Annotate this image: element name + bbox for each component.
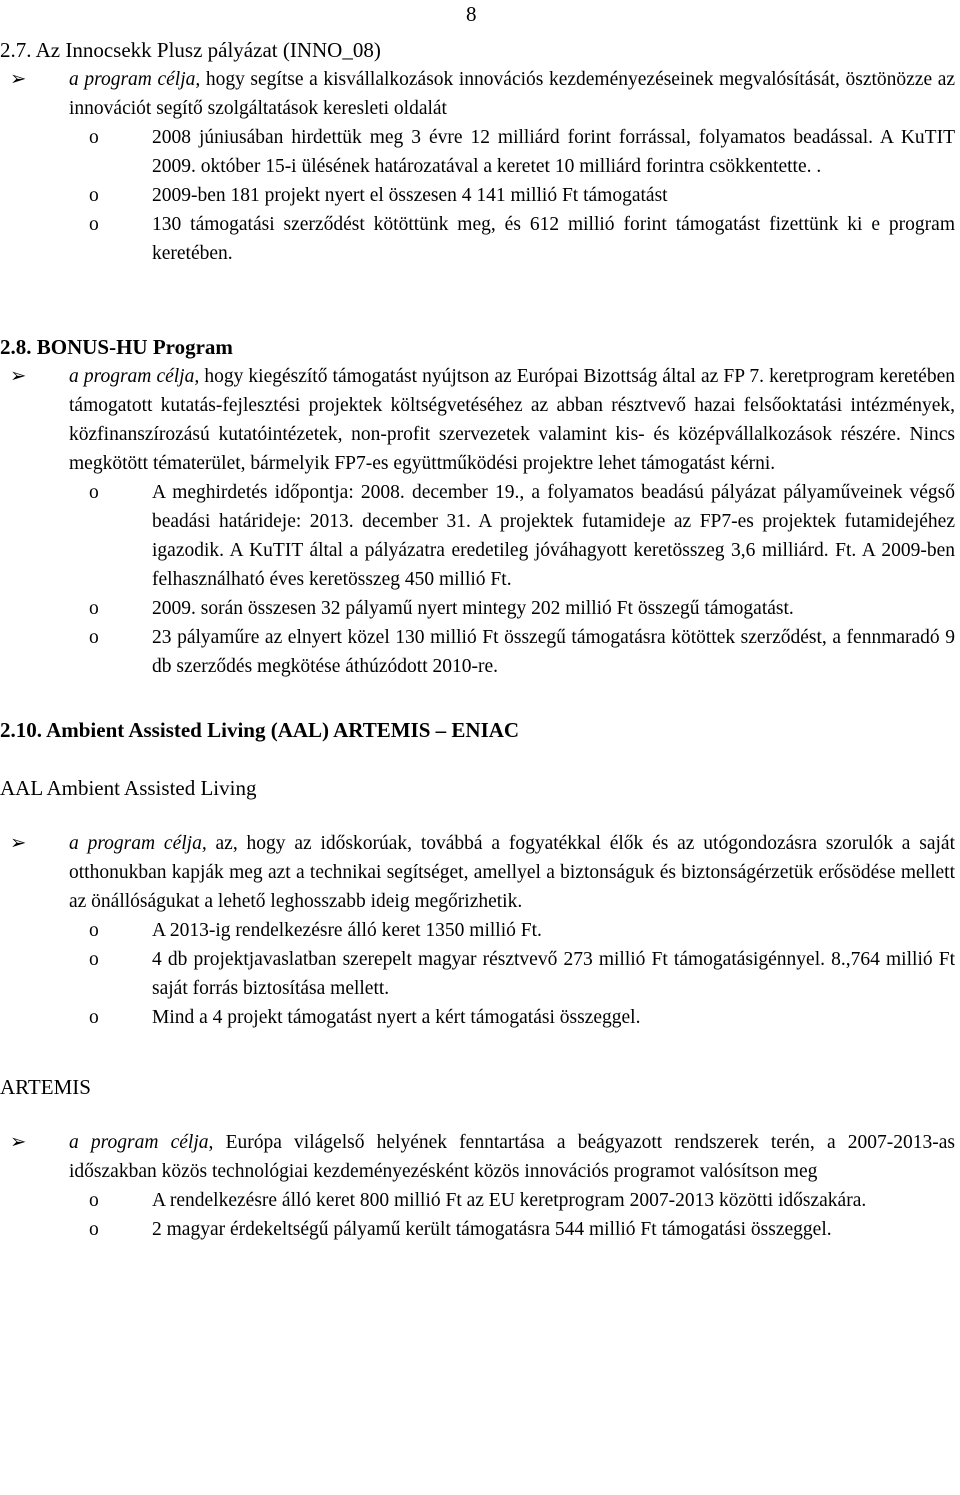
sub-text: 2008 júniusában hirdettük meg 3 évre 12 milliárd forint forrással, folyamatos beadással. A KuTIT 2009. október 15-i ülésének határozatával a keretet 10 milliárd forintra csökkentette. . <box>152 127 955 177</box>
bullet-text: az, hogy az időskorúak, továbbá a fogyatékkal élők és az utógondozásra szorulók a saját otthonukban kapják meg azt a technikai segítséget, amellyel a biztonságuk és biztonságérzetük erősödése mellett az önállóságukat a lehető leghosszabb ideig megőrizhetik. <box>69 833 955 912</box>
bullet-item <box>0 829 955 916</box>
sub-text: 2009. során összesen 32 pályamű nyert mintegy 202 millió Ft összegű támogatást. <box>152 598 794 619</box>
sub-item <box>0 945 955 1003</box>
sub-bullet-icon: o <box>89 1219 99 1240</box>
sub-bullet-icon: o <box>89 214 99 235</box>
sub-item <box>0 594 955 623</box>
sub-item <box>0 478 955 594</box>
arrow-bullet-icon: ➢ <box>10 69 27 90</box>
sub-item <box>0 1186 955 1215</box>
arrow-bullet-icon: ➢ <box>10 833 27 854</box>
sub-text: 4 db projektjavaslatban szerepelt magyar résztvevő 273 millió Ft támogatásigénnyel. 8.,764 millió Ft saját forrás biztosítása mellett. <box>152 949 955 999</box>
sub-text: 2009-ben 181 projekt nyert el összesen 4 141 millió Ft támogatást <box>152 185 668 206</box>
sub-bullet-icon: o <box>89 949 99 970</box>
aal-label: AAL Ambient Assisted Living <box>0 776 257 800</box>
bullet-item <box>0 362 955 478</box>
sub-item <box>0 210 955 268</box>
sub-bullet-icon: o <box>89 627 99 648</box>
bullet-text: , Európa világelső helyének fenntartása a beágyazott rendszerek terén, a 2007-2013-as időszakban közös technológiai kezdeményezésként közös innovációs programot valósítson meg <box>69 1132 956 1182</box>
sub-text: A meghirdetés időpontja: 2008. december 19., a folyamatos beadású pályázat pályaműveinek végső beadási határideje: 2013. december 31. A projektek futamideje az FP7-es projektek futamidejéhez igazodik. A KuTIT által a pályázatra eredetileg jóváhagyott keretösszeg 3,6 milliárd. Ft. A 2009-ben felhasználható éves keretösszeg 450 millió Ft. <box>152 482 955 590</box>
page-body <box>0 35 955 1244</box>
sub-item <box>0 181 955 210</box>
artemis-label: ARTEMIS <box>0 1075 91 1099</box>
bullet-lead: a program célja <box>69 1132 209 1153</box>
page-number: 8 <box>466 2 477 26</box>
sub-text: A rendelkezésre álló keret 800 millió Ft az EU keretprogram 2007-2013 közötti időszakára. <box>152 1190 867 1211</box>
sub-text: 23 pályaműre az elnyert közel 130 millió Ft összegű támogatásra kötöttek szerződést, a fennmaradó 9 db szerződés megkötése áthúzódott 2010-re. <box>152 627 955 677</box>
bullet-item <box>0 1128 955 1186</box>
bullet-lead: a program célja, <box>69 69 201 90</box>
sub-bullet-icon: o <box>89 185 99 206</box>
sub-bullet-icon: o <box>89 920 99 941</box>
sub-item <box>0 1215 955 1244</box>
sub-bullet-icon: o <box>89 598 99 619</box>
arrow-bullet-icon: ➢ <box>10 366 27 387</box>
sub-bullet-icon: o <box>89 1007 99 1028</box>
section-2-7 <box>0 35 955 268</box>
arrow-bullet-icon: ➢ <box>10 1132 27 1153</box>
sub-item <box>0 916 955 945</box>
section-heading: 2.8. BONUS-HU Program <box>0 335 233 359</box>
section-heading: 2.7. Az Innocsekk Plusz pályázat (INNO_08) <box>0 38 381 62</box>
sub-text: 130 támogatási szerződést kötöttünk meg, és 612 millió forint támogatást fizettünk ki e program keretében. <box>152 214 955 264</box>
bullet-lead: a program célja, <box>69 833 207 854</box>
sub-item <box>0 123 955 181</box>
sub-bullet-icon: o <box>89 127 99 148</box>
sub-text: Mind a 4 projekt támogatást nyert a kért támogatási összeggel. <box>152 1007 641 1028</box>
bullet-text: hogy segítse a kisvállalkozások innovációs kezdeményezéseinek megvalósítását, ösztönözze az innovációt segítő szolgáltatások keresleti oldalát <box>69 69 956 119</box>
sub-bullet-icon: o <box>89 482 99 503</box>
section-2-8 <box>0 332 955 681</box>
sub-item <box>0 1003 955 1032</box>
bullet-lead: a program célja, <box>69 366 200 387</box>
section-2-10 <box>0 715 955 1244</box>
bullet-text: hogy kiegészítő támogatást nyújtson az Európai Bizottság által az FP 7. keretprogram keretében támogatott kutatás-fejlesztési projektek költségvetéséhez az abban résztvevő hazai felsőoktatási intézmények, közfinanszírozású kutatóintézetek, non-profit szervezetek valamint kis- és középvállalkozások részére. Nincs megkötött tématerület, bármelyik FP7-es együttműködési projektre lehet támogatást kérni. <box>69 366 955 474</box>
sub-bullet-icon: o <box>89 1190 99 1211</box>
sub-text: 2 magyar érdekeltségű pályamű került támogatásra 544 millió Ft támogatási összeggel. <box>152 1219 832 1240</box>
sub-item <box>0 623 955 681</box>
section-heading: 2.10. Ambient Assisted Living (AAL) ARTEMIS – ENIAC <box>0 718 520 742</box>
bullet-item <box>0 65 955 123</box>
sub-text: A 2013-ig rendelkezésre álló keret 1350 millió Ft. <box>152 920 542 941</box>
